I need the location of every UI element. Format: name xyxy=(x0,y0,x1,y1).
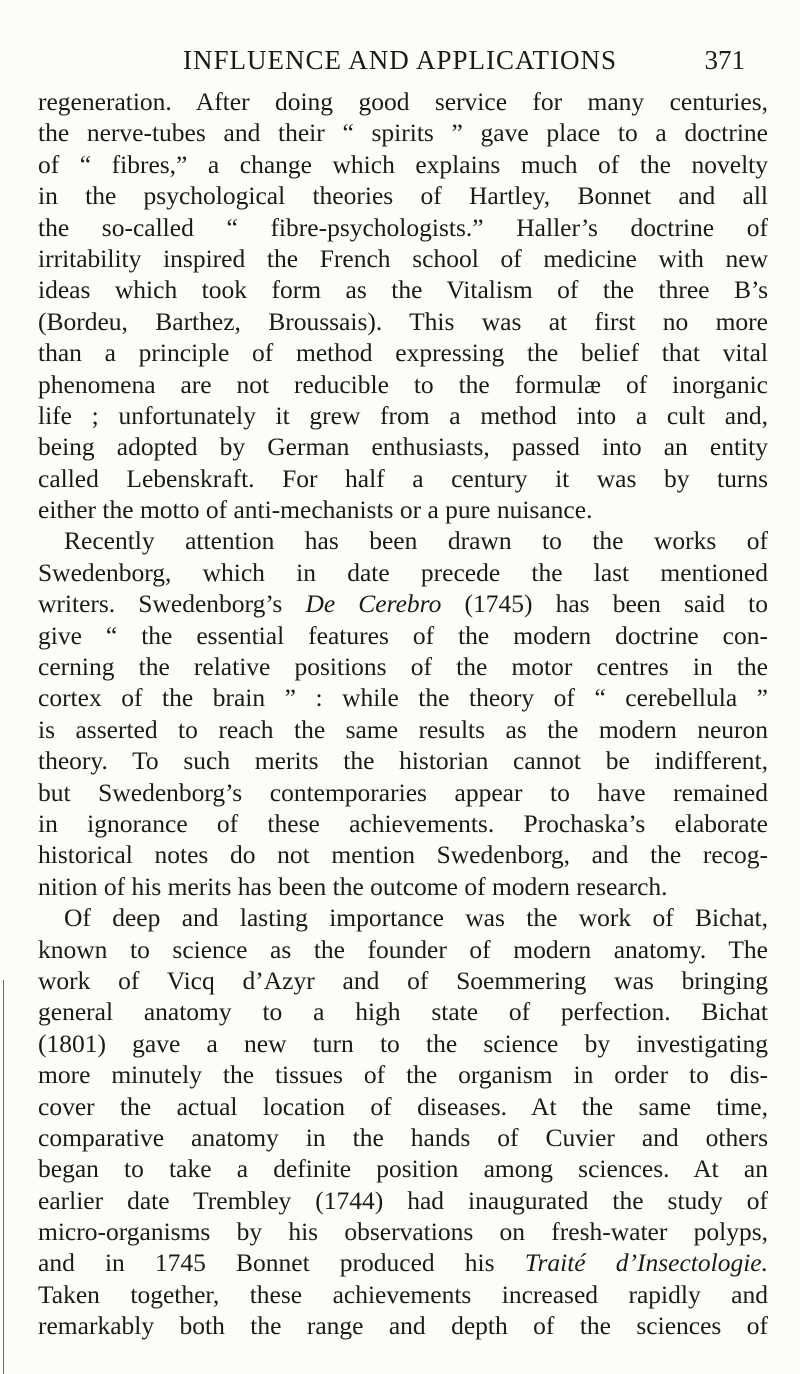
text-line xyxy=(38,369,768,400)
text-line xyxy=(38,620,768,651)
text-line xyxy=(38,431,768,462)
text-span: life ; unfortunately it grew from a method into a cult and, xyxy=(38,400,768,430)
text-line xyxy=(38,1310,768,1341)
text-line xyxy=(38,777,768,808)
text-line xyxy=(38,274,768,305)
italic-title: De Cerebro xyxy=(305,589,442,619)
text-line xyxy=(38,714,768,745)
text-line xyxy=(38,588,768,619)
page-header xyxy=(0,44,800,76)
text-span: earlier date Trembley (1744) had inaugurated the study of xyxy=(38,1185,768,1215)
text-span: (Bordeu, Barthez, Broussais). This was at first no more xyxy=(38,306,768,336)
text-span: micro-organisms by his observations on fresh-water polyps, xyxy=(38,1217,768,1247)
text-span: ideas which took form as the Vitalism of the three B’s xyxy=(38,275,768,305)
text-span: cerning the relative positions of the motor centres in the xyxy=(38,652,768,682)
text-line xyxy=(38,1279,768,1310)
text-line xyxy=(38,212,768,243)
text-span: regeneration. After doing good service for many centuries, xyxy=(38,87,768,116)
text-line xyxy=(38,180,768,211)
text-span: work of Vicq d’Azyr and of Soemmering was bringing xyxy=(38,965,768,995)
text-line xyxy=(38,1059,768,1090)
text-line xyxy=(38,149,768,180)
text-line xyxy=(38,1247,768,1278)
text-span: irritability inspired the French school of medicine with new xyxy=(38,243,768,273)
text-line xyxy=(38,243,768,274)
italic-title: Traité d’Insectologie. xyxy=(524,1248,768,1278)
text-span: in ignorance of these achievements. Prochaska’s elaborate xyxy=(38,808,768,838)
text-span: Of deep and lasting importance was the work of Bichat, xyxy=(64,903,768,933)
text-span: the so-called “ fibre-psychologists.” Haller’s doctrine of xyxy=(38,212,768,242)
text-line xyxy=(38,463,768,494)
text-span: being adopted by German enthusiasts, passed into an entity xyxy=(38,432,768,462)
text-line xyxy=(38,1185,768,1216)
text-line xyxy=(38,682,768,713)
text-span: historical notes do not mention Swedenborg, and the recog- xyxy=(38,840,768,870)
body-text xyxy=(38,86,768,1342)
text-line xyxy=(38,557,768,588)
text-line xyxy=(38,400,768,431)
text-line xyxy=(38,525,768,556)
page-number: 371 xyxy=(704,45,745,75)
text-span: more minutely the tissues of the organism in order to dis- xyxy=(38,1060,768,1090)
text-span: Recently attention has been drawn to the works of xyxy=(64,526,768,556)
text-line xyxy=(38,651,768,682)
text-span: of “ fibres,” a change which explains much of the novelty xyxy=(38,149,768,179)
text-line xyxy=(38,1091,768,1122)
text-span: general anatomy to a high state of perfection. Bichat xyxy=(38,997,768,1027)
text-span: Swedenborg, which in date precede the last mentioned xyxy=(38,557,768,587)
text-line xyxy=(38,808,768,839)
text-line xyxy=(38,1122,768,1153)
text-line xyxy=(38,337,768,368)
text-line xyxy=(38,839,768,870)
text-span: known to science as the founder of modern anatomy. The xyxy=(38,934,768,964)
text-span: theory. To such merits the historian cannot be indifferent, xyxy=(38,746,768,776)
text-line xyxy=(38,871,768,902)
text-span: in the psychological theories of Hartley, Bonnet and all xyxy=(38,181,768,211)
text-span: and in 1745 Bonnet produced his xyxy=(38,1248,525,1278)
text-line xyxy=(38,86,768,117)
margin-rule xyxy=(3,980,4,1374)
text-span: than a principle of method expressing the belief that vital xyxy=(38,338,768,368)
text-span: began to take a definite position among sciences. At an xyxy=(38,1154,768,1184)
text-span: (1745) has been said to xyxy=(441,589,768,619)
text-line xyxy=(38,902,768,933)
text-span: cover the actual location of diseases. At the same time, xyxy=(38,1091,768,1121)
text-span: the nerve-tubes and their “ spirits ” gave place to a doctrine xyxy=(38,118,768,148)
text-span: phenomena are not reducible to the formulæ of inorganic xyxy=(38,369,768,399)
running-title: INFLUENCE AND APPLICATIONS xyxy=(182,45,618,75)
text-span: writers. Swedenborg’s xyxy=(38,589,306,619)
text-span: cortex of the brain ” : while the theory of “ cerebellula ” xyxy=(38,683,768,713)
text-line xyxy=(38,1028,768,1059)
text-span: (1801) gave a new turn to the science by investigating xyxy=(38,1028,768,1058)
text-span: either the motto of anti-mechanists or a pure nuisance. xyxy=(38,495,593,525)
text-span: is asserted to reach the same results as the modern neuron xyxy=(38,714,768,744)
text-line xyxy=(38,965,768,996)
text-span: remarkably both the range and depth of the sciences of xyxy=(38,1311,768,1341)
text-span: but Swedenborg’s contemporaries appear to have remained xyxy=(38,777,768,807)
text-span: called Lebenskraft. For half a century it was by turns xyxy=(38,463,768,493)
text-line xyxy=(38,934,768,965)
text-line xyxy=(38,1216,768,1247)
text-line xyxy=(38,117,768,148)
text-line xyxy=(38,1153,768,1184)
text-span: give “ the essential features of the modern doctrine con- xyxy=(38,620,768,650)
text-line xyxy=(38,306,768,337)
text-span: comparative anatomy in the hands of Cuvier and others xyxy=(38,1122,768,1152)
text-span: nition of his merits has been the outcome of modern research. xyxy=(38,871,668,901)
text-line xyxy=(38,745,768,776)
text-span: Taken together, these achievements increased rapidly and xyxy=(38,1279,768,1309)
text-line xyxy=(38,494,768,525)
text-line xyxy=(38,996,768,1027)
